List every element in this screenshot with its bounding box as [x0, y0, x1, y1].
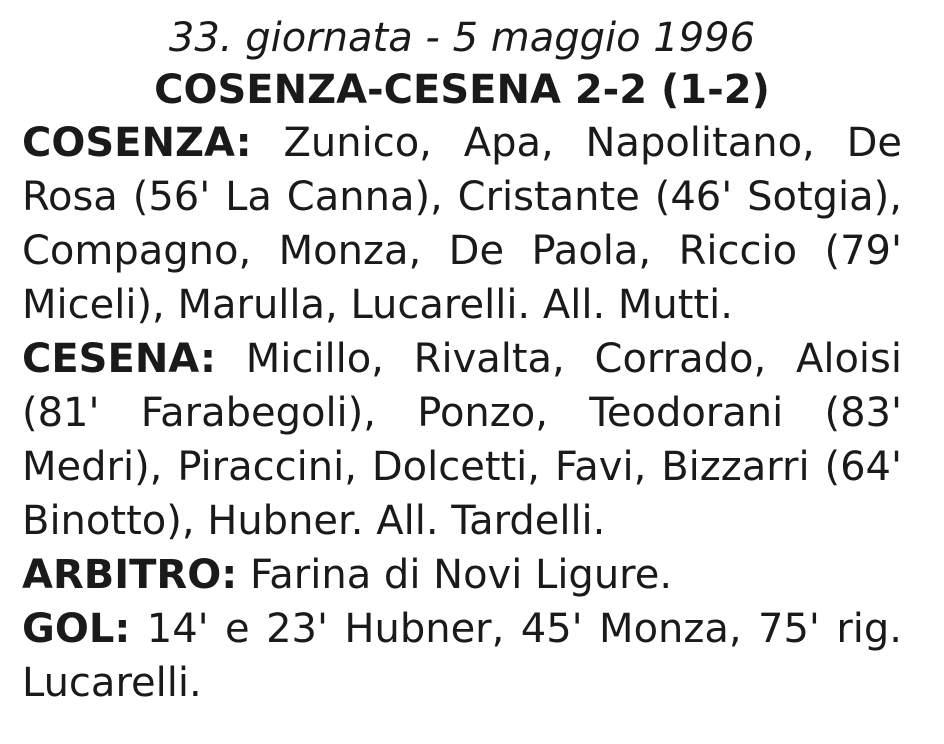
goals-line [22, 602, 902, 710]
match-result-heading: COSENZA-CESENA 2-2 (1-2) [154, 67, 770, 113]
referee-name: Farina di Novi Ligure. [249, 552, 673, 598]
goals-list: 14' e 23' Hubner, 45' Monza, 75' rig. Lucarelli. [22, 606, 902, 706]
lineup-players: Zunico, Apa, Napolitano, De Rosa (56' La Canna), Cristante (46' Sotgia), Compagno, Monza, De Paola, Riccio (79' Miceli), Marulla, Lucarelli. All. Mutti. [22, 120, 902, 328]
goals-label: GOL: [22, 606, 131, 652]
round-date-heading: 33. giornata - 5 maggio 1996 [168, 15, 756, 61]
lineup-cosenza [22, 116, 902, 332]
team-label: COSENZA: [22, 120, 252, 166]
referee-label: ARBITRO: [22, 552, 238, 598]
team-label: CESENA: [22, 336, 216, 382]
lineup-players: Micillo, Rivalta, Corrado, Aloisi (81' Farabegoli), Ponzo, Teodorani (83' Medri), Piraccini, Dolcetti, Favi, Bizzarri (64' Binotto), Hubner. All. Tardelli. [22, 336, 902, 544]
referee-line [22, 548, 902, 602]
lineup-cesena [22, 332, 902, 548]
